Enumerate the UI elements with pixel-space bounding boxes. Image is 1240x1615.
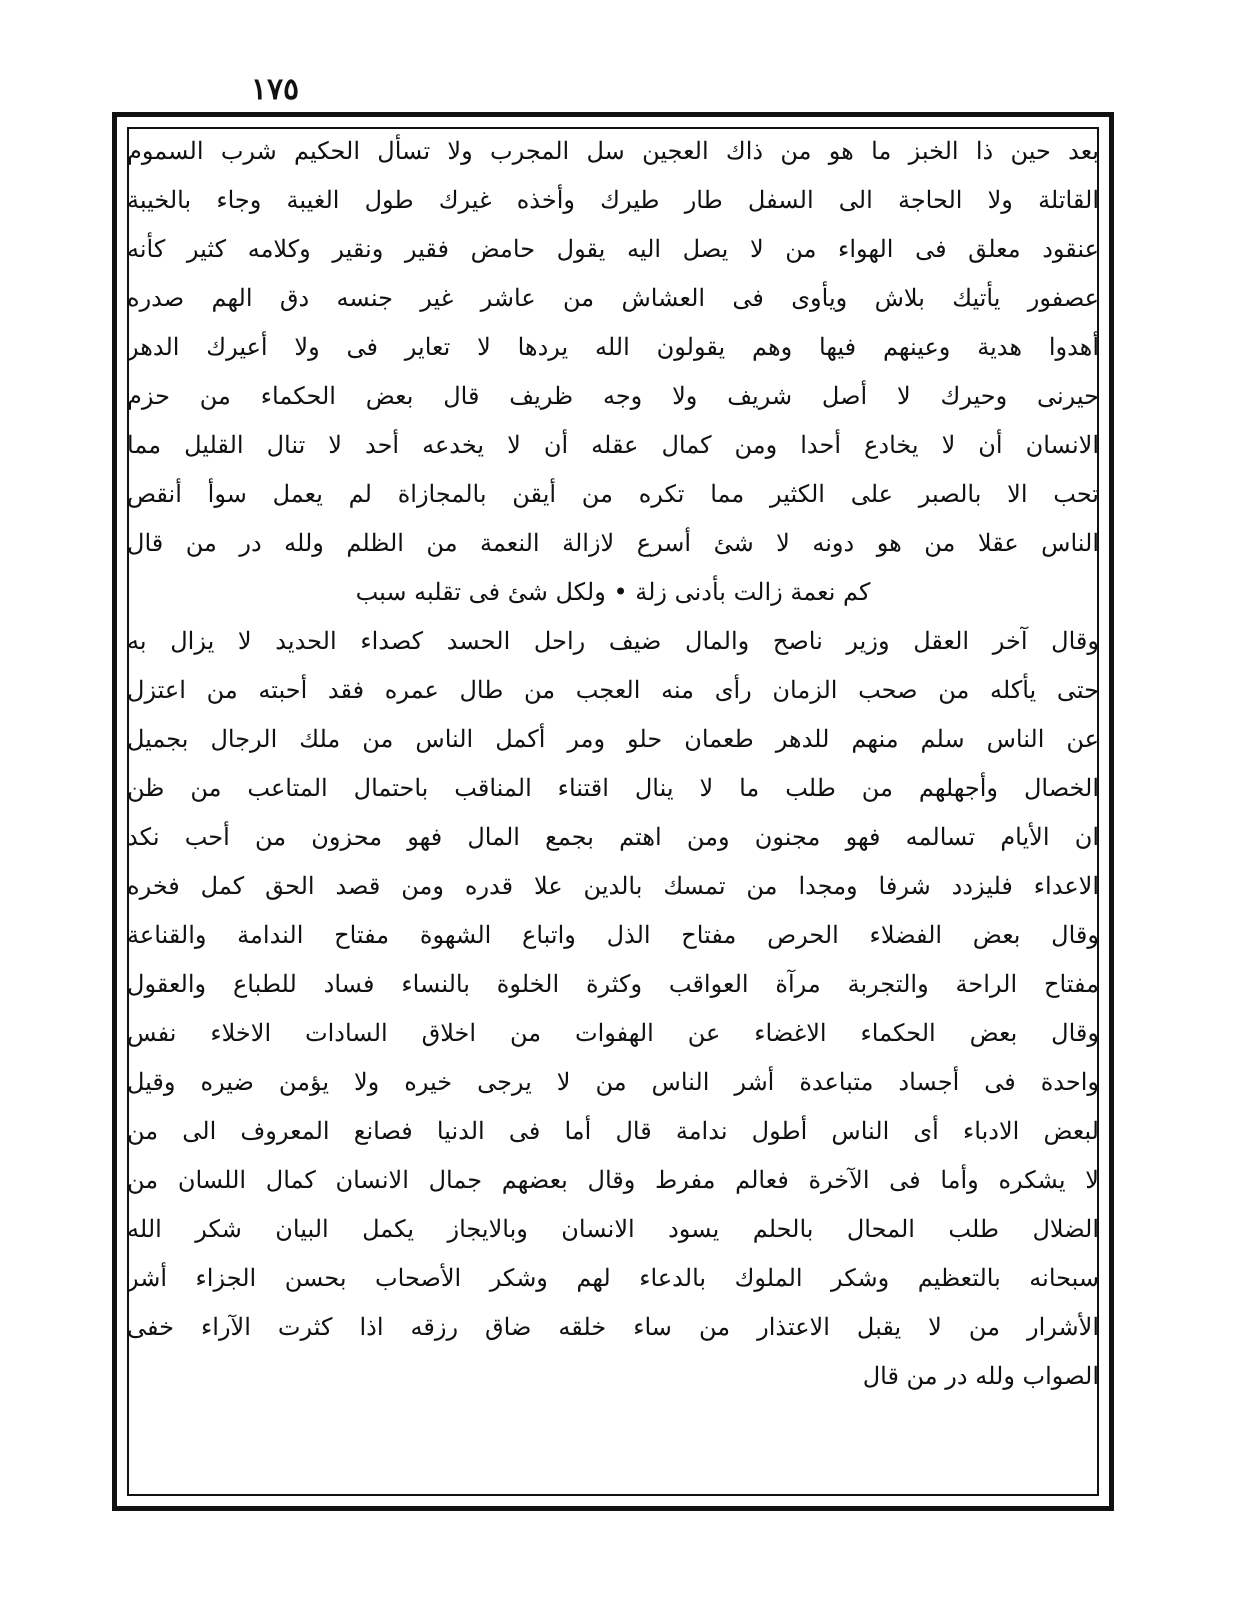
text-line: وقال بعض الفضلاء الحرص مفتاح الذل واتباع الشهوة مفتاح الندامة والقناعة [127,921,1099,949]
text-line: مفتاح الراحة والتجربة مرآة العواقب وكثرة الخلوة بالنساء فساد للطباع والعقول [127,970,1099,998]
text-line: الناس عقلا من هو دونه لا شئ أسرع لازالة النعمة من الظلم ولله در من قال [127,529,1099,557]
text-line: الضلال طلب المحال بالحلم يسود الانسان وبالايجاز يكمل البيان شكر الله [127,1215,1099,1243]
text-line: سبحانه بالتعظيم وشكر الملوك بالدعاء لهم وشكر الأصحاب بحسن الجزاء أشر [127,1264,1099,1292]
text-line: الاعداء فليزدد شرفا ومجدا من تمسك بالدين علا قدره ومن قصد الحق كمل فخره [127,872,1099,900]
text-line: أهدوا هدية وعينهم فيها وهم يقولون الله يردها لا تعاير فى ولا أعيرك الدهر [127,333,1099,361]
text-line: بعد حين ذا الخبز ما هو من ذاك العجين سل المجرب ولا تسأل الحكيم شرب السموم [127,137,1099,165]
text-line: الصواب ولله در من قال [862,1362,1099,1390]
text-line: الخصال وأجهلهم من طلب ما لا ينال اقتناء المناقب باحتمال المتاعب من ظن [127,774,1099,802]
text-line: عن الناس سلم منهم للدهر طعمان حلو ومر أكمل الناس من ملك الرجال بجميل [127,725,1099,753]
text-line: ان الأيام تسالمه فهو مجنون ومن اهتم بجمع المال فهو محزون من أحب نكد [127,823,1099,851]
text-line: وقال آخر العقل وزير ناصح والمال ضيف راحل الحسد كصداء الحديد لا يزال به [127,627,1099,655]
text-line: واحدة فى أجساد متباعدة أشر الناس من لا يرجى خيره ولا يؤمن ضيره وقيل [127,1068,1099,1096]
page-border [112,112,1114,1511]
text-line: لبعض الادباء أى الناس أطول ندامة قال أما فى الدنيا فصانع المعروف الى من [127,1117,1099,1145]
text-line: لا يشكره وأما فى الآخرة فعالم مفرط وقال بعضهم جمال الانسان كمال اللسان من [127,1166,1099,1194]
text-body [127,127,1099,1492]
text-line: القاتلة ولا الحاجة الى السفل طار طيرك وأخذه غيرك طول الغيبة وجاء بالخيبة [127,186,1099,214]
text-line: تحب الا بالصبر على الكثير مما تكره من أيقن بالمجازاة لم يعمل سوأ أنقص [127,480,1099,508]
text-line: عنقود معلق فى الهواء من لا يصل اليه يقول حامض فقير ونقير وكلامه كثير كأنه [127,235,1099,263]
text-line: وقال بعض الحكماء الاغضاء عن الهفوات من اخلاق السادات الاخلاء نفس [127,1019,1099,1047]
text-line: عصفور يأتيك بلاش ويأوى فى العشاش من عاشر غير جنسه دق الهم صدره [127,284,1099,312]
text-line: الانسان أن لا يخادع أحدا ومن كمال عقله أن لا يخدعه أحد لا تنال القليل مما [127,431,1099,459]
page-number: ١٧٥ [250,72,300,107]
text-line: الأشرار من لا يقبل الاعتذار من ساء خلقه ضاق رزقه اذا كثرت الآراء خفى [127,1313,1099,1341]
text-line: حتى يأكله من صحب الزمان رأى منه العجب من طال عمره فقد أحبته من اعتزل [127,676,1099,704]
text-line: حيرنى وحيرك لا أصل شريف ولا وجه ظريف قال بعض الحكماء من حزم [127,382,1099,410]
poetry-verse: كم نعمة زالت بأدنى زلة • ولكل شئ فى تقلبه سبب [355,578,871,606]
